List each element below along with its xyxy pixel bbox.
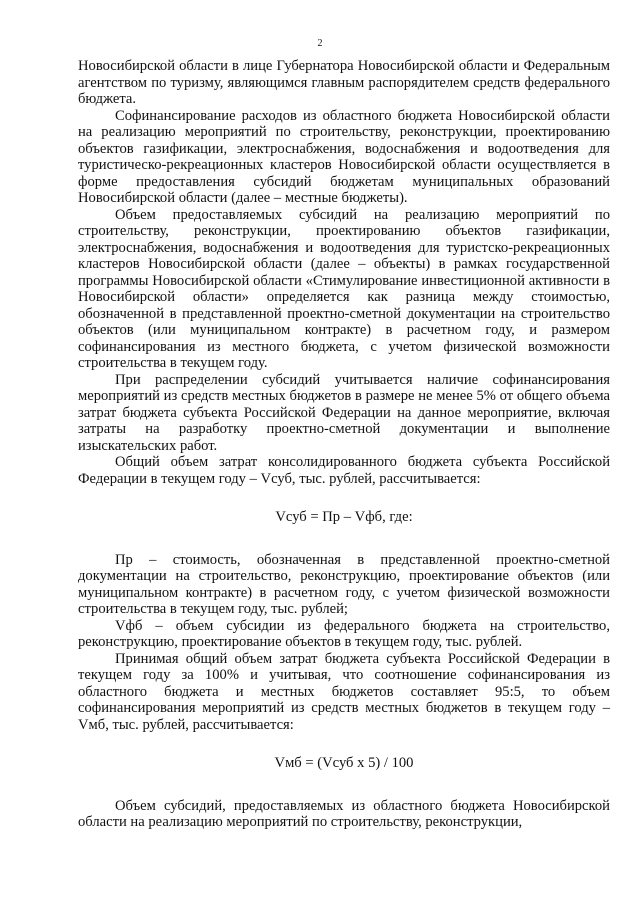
page-number: 2 [317, 38, 323, 49]
paragraph-cofinancing-form: Софинансирование расходов из областного бюджета Новосибирской области на реализацию мероприятий по строительству, реконструкции, проектированию объектов газификации, электроснабжения, водоснабжения и водоотведения для туристическо-рекреационных кластеров Новосибирской области осуществляется в форме предоставления субсидий бюджетам муниципальных образований Новосибирской области (далее – местные бюджеты). [78, 107, 610, 206]
paragraph-subsidy-volume-continued: Объем субсидий, предоставляемых из областного бюджета Новосибирской области на реализацию мероприятий по строительству, реконструкции, [78, 797, 610, 830]
definition-vfb: Vфб – объем субсидии из федерального бюджета на строительство, реконструкцию, проектирование объектов в текущем году, тыс. рублей. [78, 617, 610, 650]
paragraph-subsidy-volume: Объем предоставляемых субсидий на реализацию мероприятий по строительству, реконструкции, проектированию объектов газификации, электроснабжения, водоснабжения и водоотведения для туристско-рекреационных кластеров Новосибирской области (далее – объекты) в рамках государственной программы Новосибирской области «Стимулирование инвестиционной активности в Новосибирской области» определяется как разница между стоимостью, обозначенной в представленной проектно-сметной документации на строительство объектов (или муниципальном контракте) в расчетном году, и размером софинансирования из местного бюджета, с учетом физической возможности строительства в текущем году. [78, 206, 610, 371]
paragraph-total-cost-intro: Общий объем затрат консолидированного бюджета субъекта Российской Федерации в текущем году – Vсуб, тыс. рублей, рассчитывается: [78, 454, 610, 487]
document-body [78, 58, 610, 831]
definition-pr: Пр – стоимость, обозначенная в представленной проектно-сметной документации на строительство, реконструкцию, проектирование объектов (или муниципальном контракте) в расчетном году, с учетом физической возможности строительства в текущем году, тыс. рублей; [78, 551, 610, 617]
paragraph-local-share-intro: Принимая общий объем затрат бюджета субъекта Российской Федерации в текущем году за 100% и учитывая, что соотношение софинансирования из областного бюджета и местных бюджетов составляет 95:5, то объем софинансирования мероприятий из средств местных бюджетов в текущем году – Vмб, тыс. рублей, рассчитывается: [78, 650, 610, 733]
paragraph-continuation: Новосибирской области в лице Губернатора Новосибирской области и Федеральным агентством по туризму, являющимся главным распорядителем средств федерального бюджета. [78, 58, 610, 107]
formula-vmb: Vмб = (Vсуб х 5) / 100 [274, 755, 414, 771]
paragraph-distribution-rule: При распределении субсидий учитывается наличие софинансирования мероприятий из средств местных бюджетов в размере не менее 5% от общего объема затрат бюджета субъекта Российской Федерации на данное мероприятие, включая затраты на разработку проектно-сметной документации и выполнение изыскательских работ. [78, 371, 610, 454]
formula-vsub: Vсуб = Пр – Vфб, где: [275, 509, 413, 525]
